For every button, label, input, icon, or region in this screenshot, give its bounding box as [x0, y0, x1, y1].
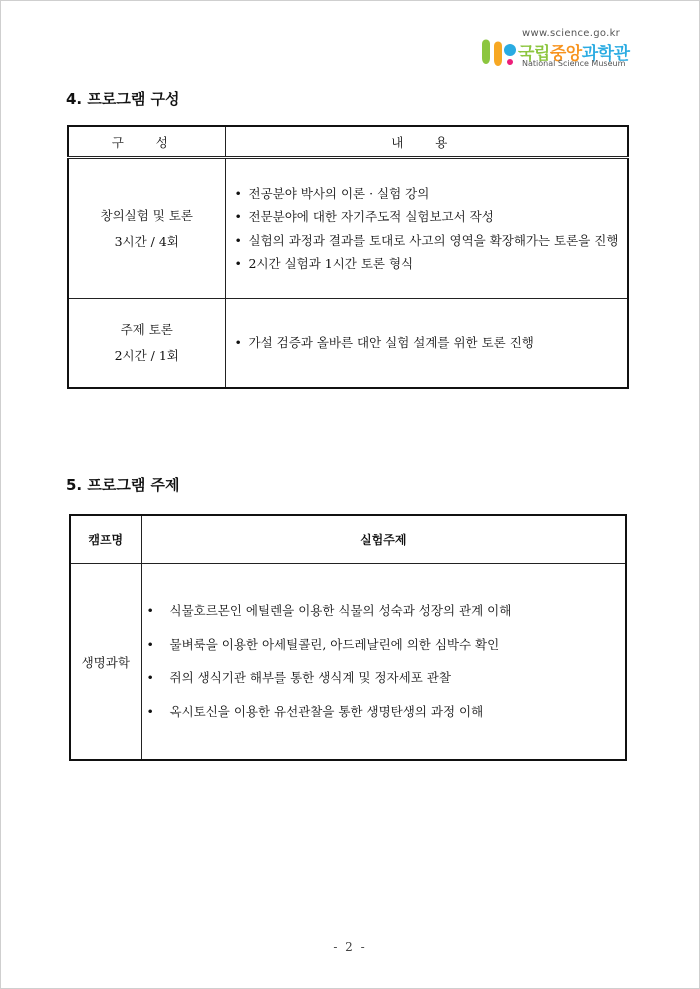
list-item: • 전문분야에 대한 자기주도적 실험보고서 작성	[234, 205, 622, 229]
table-row	[68, 158, 628, 299]
list-item: • 물벼룩을 이용한 아세틸콜린, 아드레날린에 의한 심박수 확인	[146, 634, 620, 656]
list-item: • 전공분야 박사의 이론 · 실험 강의	[234, 182, 622, 206]
row-duration: 3시간 / 4회	[114, 233, 179, 249]
header-composition: 구 성	[68, 126, 225, 158]
topic-list	[142, 600, 626, 723]
list-item: • 쥐의 생식기관 해부를 통한 생식계 및 정자세포 관찰	[146, 667, 620, 689]
table-header-row	[68, 126, 628, 158]
list-item: • 실험의 과정과 결과를 토대로 사고의 영역을 확장해가는 토론을 진행	[234, 229, 622, 253]
row-content	[141, 564, 626, 761]
section-5-title: 5. 프로그램 주제	[66, 476, 180, 494]
list-item: • 식물호르몬인 에틸렌을 이용한 식물의 성숙과 성장의 관계 이해	[146, 600, 620, 622]
logo-name-korean: 국립중앙과학관	[518, 44, 630, 64]
page-number: - 2 -	[333, 940, 367, 954]
logo-mark-icon	[478, 36, 518, 70]
row-name: 주제 토론	[120, 322, 173, 337]
list-item: • 2시간 실험과 1시간 토론 형식	[234, 252, 622, 276]
content-list	[226, 331, 628, 355]
program-composition-table	[67, 125, 629, 389]
logo-url: www.science.go.kr	[522, 28, 621, 39]
museum-logo	[478, 28, 638, 72]
row-duration: 2시간 / 1회	[114, 348, 179, 363]
program-topics-table	[69, 514, 627, 761]
logo-name-english: National Science Museum	[522, 59, 626, 68]
content-list	[226, 182, 628, 276]
table-header-row	[70, 515, 626, 564]
row-label	[68, 158, 225, 299]
header-camp-name: 캠프명	[70, 515, 141, 564]
header-experiment-topic: 실험주제	[141, 515, 626, 564]
list-item: • 가설 검증과 올바른 대안 실험 설계를 위한 토론 진행	[234, 331, 622, 355]
table-row	[70, 564, 626, 761]
camp-name: 생명과학	[70, 564, 141, 761]
header-content: 내 용	[225, 126, 628, 158]
row-content	[225, 299, 628, 389]
row-name: 창의실험 및 토론	[100, 207, 193, 223]
list-item: • 옥시토신을 이용한 유선관찰을 통한 생명탄생의 과정 이해	[146, 701, 620, 723]
row-content	[225, 158, 628, 299]
section-4-title: 4. 프로그램 구성	[66, 90, 180, 108]
table-row	[68, 299, 628, 389]
row-label	[68, 299, 225, 389]
